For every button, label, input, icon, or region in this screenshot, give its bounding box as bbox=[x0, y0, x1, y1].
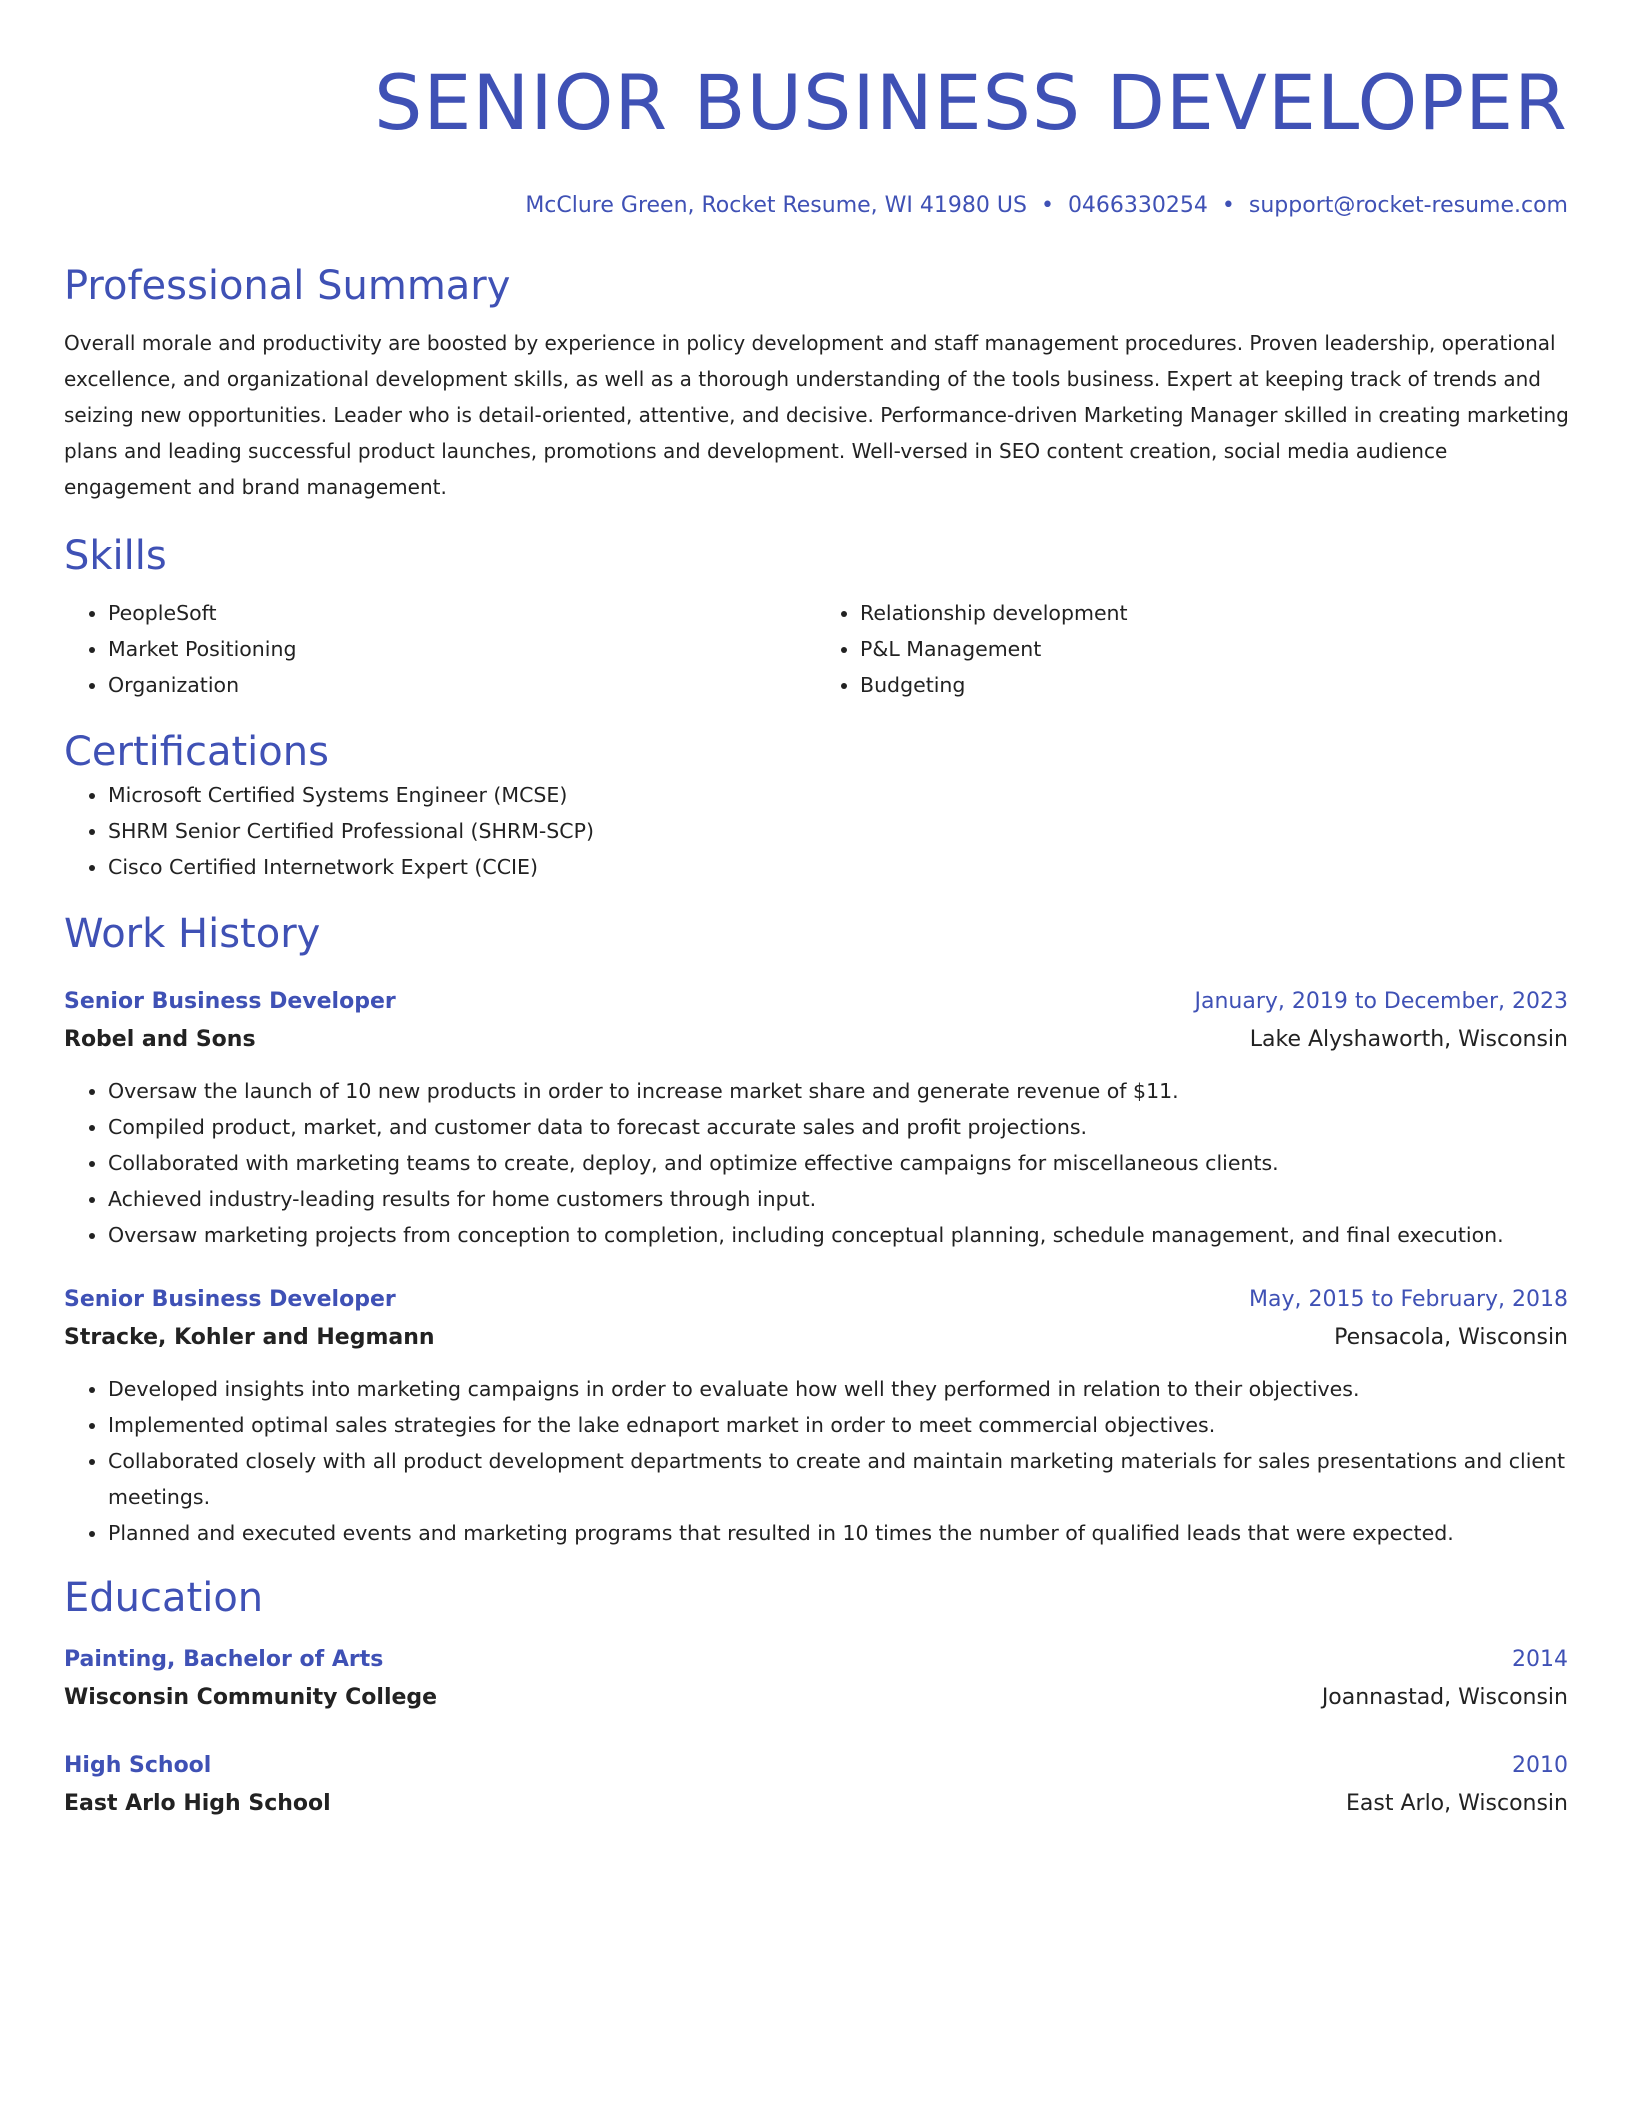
education-entry bbox=[64, 1641, 1568, 1717]
job-company-row bbox=[64, 1319, 1568, 1357]
certification-item: • Microsoft Certified Systems Engineer (MCSE) bbox=[108, 777, 1568, 813]
skill-item: • PeopleSoft bbox=[108, 595, 816, 631]
job-company: Robel and Sons bbox=[64, 1027, 256, 1052]
skill-item: • Budgeting bbox=[860, 667, 1568, 703]
job-entry bbox=[64, 1281, 1568, 1551]
job-bullets bbox=[64, 1073, 1568, 1253]
job-location: Lake Alyshaworth, Wisconsin bbox=[1249, 1027, 1568, 1052]
job-bullet: • Achieved industry-leading results for home customers through input. bbox=[108, 1181, 1568, 1217]
resume-title: SENIOR BUSINESS DEVELOPER bbox=[374, 58, 1568, 147]
skill-item: • Organization bbox=[108, 667, 816, 703]
summary-text: Overall morale and productivity are boosted by experience in policy development and staff management procedures. Proven leadership, operational excellence, and organizational development skills, as well as a thorough understanding of the tools business. Expert at keeping track of trends and seizing new opportunities. Leader who is detail-oriented, attentive, and decisive. Performance-driven Marketing Manager skilled in creating marketing plans and leading successful product launches, promotions and development. Well-versed in SEO content creation, social media audience engagement and brand management. bbox=[64, 331, 1569, 499]
education-school: Wisconsin Community College bbox=[64, 1685, 438, 1710]
job-header-row bbox=[64, 1281, 1568, 1319]
skills-list-right bbox=[816, 595, 1568, 703]
job-bullet: • Compiled product, market, and customer data to forecast accurate sales and profit projections. bbox=[108, 1109, 1568, 1145]
job-bullet: • Planned and executed events and marketing programs that resulted in 10 times the number of qualified leads that were expected. bbox=[108, 1515, 1568, 1551]
job-dates: January, 2019 to December, 2023 bbox=[1194, 989, 1568, 1014]
certifications-heading: Certifications bbox=[64, 729, 329, 775]
job-entry bbox=[64, 983, 1568, 1253]
job-bullet: • Developed insights into marketing campaigns in order to evaluate how well they performed in relation to their objectives. bbox=[108, 1371, 1568, 1407]
job-bullet: • Collaborated with marketing teams to create, deploy, and optimize effective campaigns for miscellaneous clients. bbox=[108, 1145, 1568, 1181]
work-history-heading: Work History bbox=[64, 911, 321, 957]
education-location: East Arlo, Wisconsin bbox=[1346, 1791, 1568, 1816]
certification-item: • SHRM Senior Certified Professional (SHRM-SCP) bbox=[108, 813, 1568, 849]
education-year: 2010 bbox=[1512, 1753, 1568, 1778]
education-entry bbox=[64, 1747, 1568, 1823]
job-bullet: • Collaborated closely with all product development departments to create and maintain marketing materials for sales presentations and client meetings. bbox=[108, 1443, 1568, 1515]
education-degree: Painting, Bachelor of Arts bbox=[64, 1647, 384, 1672]
education-location: Joannastad, Wisconsin bbox=[1321, 1685, 1568, 1710]
skills-heading: Skills bbox=[64, 533, 167, 579]
certifications-list bbox=[64, 777, 1568, 885]
contact-address: McClure Green, Rocket Resume, WI 41980 US bbox=[525, 193, 1027, 218]
education-school: East Arlo High School bbox=[64, 1791, 331, 1816]
education-degree: High School bbox=[64, 1753, 212, 1778]
contact-separator: • bbox=[1040, 193, 1054, 218]
job-title: Senior Business Developer bbox=[64, 989, 396, 1014]
contact-separator: • bbox=[1221, 193, 1235, 218]
job-bullet: • Oversaw marketing projects from conception to completion, including conceptual planning, schedule management, and final execution. bbox=[108, 1217, 1568, 1253]
certification-item: • Cisco Certified Internetwork Expert (CCIE) bbox=[108, 849, 1568, 885]
education-heading: Education bbox=[64, 1575, 264, 1621]
job-title: Senior Business Developer bbox=[64, 1287, 396, 1312]
job-company: Stracke, Kohler and Hegmann bbox=[64, 1325, 435, 1350]
job-location: Pensacola, Wisconsin bbox=[1334, 1325, 1568, 1350]
education-year: 2014 bbox=[1512, 1647, 1568, 1672]
contact-phone: 0466330254 bbox=[1067, 193, 1208, 218]
education-header-row bbox=[64, 1747, 1568, 1785]
skill-item: • Relationship development bbox=[860, 595, 1568, 631]
contact-line bbox=[64, 191, 1568, 221]
job-bullet: • Oversaw the launch of 10 new products in order to increase market share and generate revenue of $11. bbox=[108, 1073, 1568, 1109]
skills-list-left bbox=[64, 595, 816, 703]
job-bullet: • Implemented optimal sales strategies for the lake ednaport market in order to meet commercial objectives. bbox=[108, 1407, 1568, 1443]
skill-item: • P&L Management bbox=[860, 631, 1568, 667]
summary-heading: Professional Summary bbox=[64, 263, 511, 309]
education-header-row bbox=[64, 1641, 1568, 1679]
skills-columns bbox=[64, 595, 1568, 703]
education-school-row bbox=[64, 1785, 1568, 1823]
job-bullets bbox=[64, 1371, 1568, 1551]
contact-email: support@rocket-resume.com bbox=[1248, 193, 1568, 218]
job-header-row bbox=[64, 983, 1568, 1021]
education-school-row bbox=[64, 1679, 1568, 1717]
job-company-row bbox=[64, 1021, 1568, 1059]
skill-item: • Market Positioning bbox=[108, 631, 816, 667]
job-dates: May, 2015 to February, 2018 bbox=[1249, 1287, 1568, 1312]
